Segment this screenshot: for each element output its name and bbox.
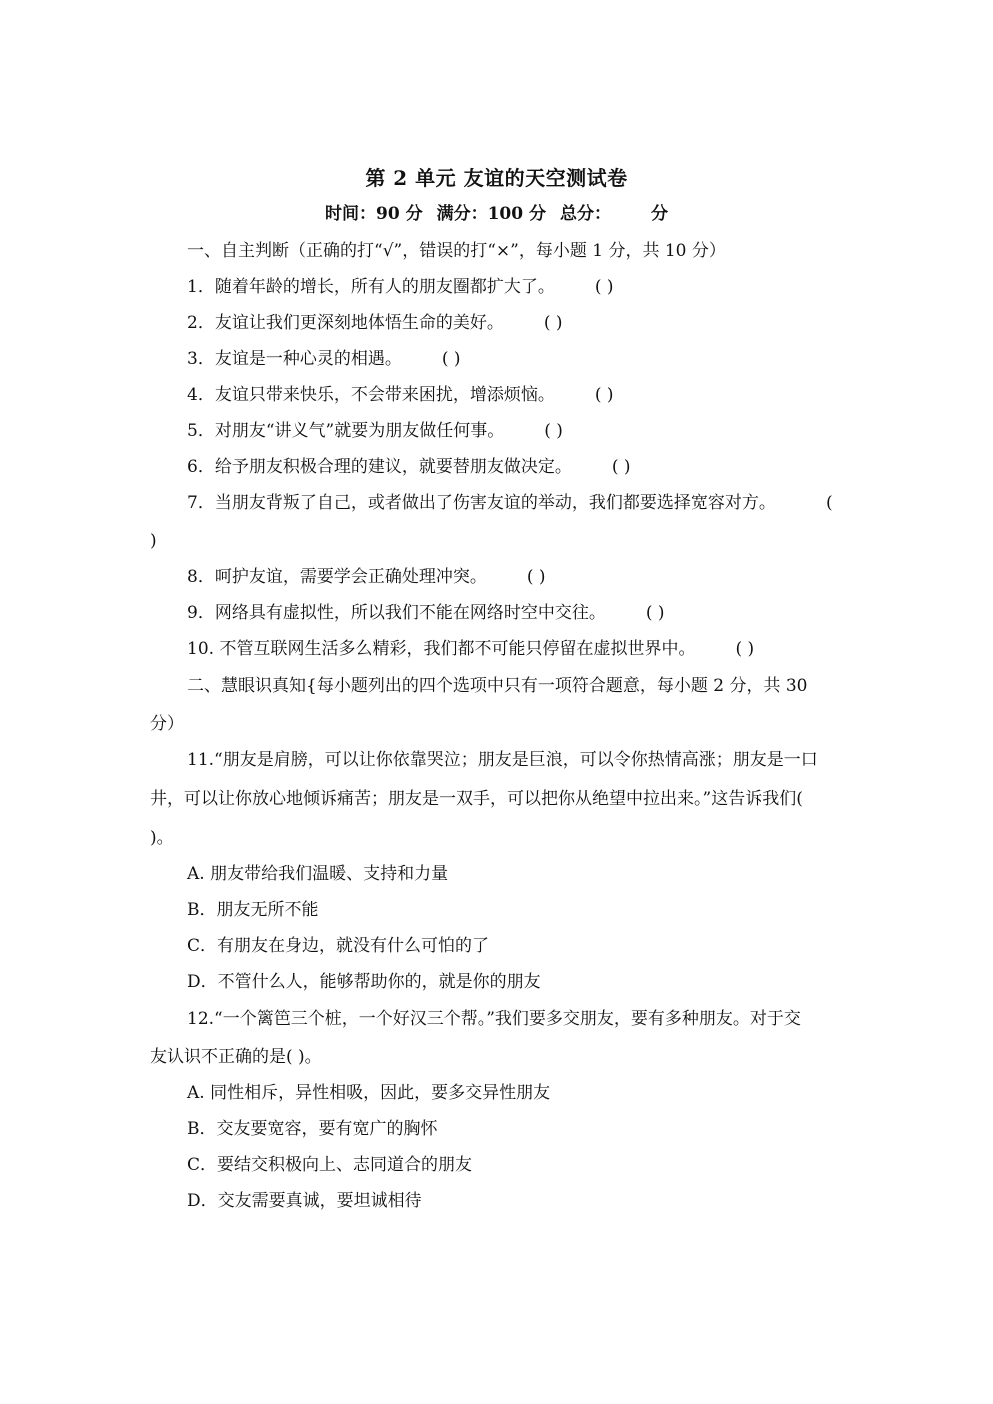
q12-option-a[interactable]: A. 同性相斥，异性相吸，因此，要多交异性朋友: [187, 1083, 551, 1103]
answer-blank[interactable]: ( ): [645, 603, 665, 623]
judge-item-text: 1．随着年龄的增长，所有人的朋友圈都扩大了。: [187, 277, 555, 297]
judge-item-text: 4．友谊只带来快乐，不会带来困扰，增添烦恼。: [187, 385, 555, 405]
exam-info: [0, 200, 993, 228]
q12-option-c[interactable]: C．要结交积极向上、志同道合的朋友: [187, 1155, 473, 1175]
q11-option-c[interactable]: C．有朋友在身边，就没有什么可怕的了: [187, 936, 490, 956]
section2-heading-cont: 分）: [150, 714, 184, 734]
answer-blank[interactable]: ( ): [594, 277, 614, 297]
section2-heading: 二、慧眼识真知{每小题列出的四个选项中只有一项符合题意，每小题 2 分，共 30: [187, 676, 808, 696]
judge-item-10: [187, 635, 754, 663]
judge-item-9: [187, 599, 665, 627]
answer-blank[interactable]: ( ): [441, 349, 461, 369]
full-score-label: 满分：100 分: [436, 204, 546, 224]
judge-item-text: 8．呵护友谊，需要学会正确处理冲突。: [187, 567, 487, 587]
q11-stem-line2: 井，可以让你放心地倾诉痛苦；朋友是一双手，可以把你从绝望中拉出来。”这告诉我们(: [150, 789, 803, 809]
judge-item-6: [187, 453, 631, 481]
answer-blank[interactable]: ( ): [526, 567, 546, 587]
judge-item-text: 2．友谊让我们更深刻地体悟生命的美好。: [187, 313, 504, 333]
section1-heading: 一、自主判断（正确的打“√”，错误的打“×”，每小题 1 分，共 10 分）: [187, 241, 726, 261]
judge-item-2: [187, 309, 563, 337]
answer-blank-close[interactable]: ): [150, 531, 157, 551]
judge-item-text: 9．网络具有虚拟性，所以我们不能在网络时空中交往。: [187, 603, 606, 623]
q11-option-b[interactable]: B．朋友无所不能: [187, 900, 319, 920]
q12-stem-line2: 友认识不正确的是( )。: [150, 1047, 322, 1067]
answer-blank[interactable]: ( ): [735, 639, 755, 659]
judge-item-text: 7．当朋友背叛了自己，或者做出了伤害友谊的举动，我们都要选择宽容对方。: [187, 493, 776, 513]
judge-item-5: [187, 417, 563, 445]
judge-item-text: 5．对朋友“讲义气”就要为朋友做任何事。: [187, 421, 505, 441]
time-label: 时间：90 分: [325, 204, 423, 224]
answer-blank[interactable]: ( ): [544, 421, 563, 441]
judge-item-text: 6．给予朋友积极合理的建议，就要替朋友做决定。: [187, 457, 572, 477]
judge-item-text: 10. 不管互联网生活多么精彩，我们都不可能只停留在虚拟世界中。: [187, 639, 696, 659]
judge-item-4: [187, 381, 614, 409]
answer-blank[interactable]: ( ): [594, 385, 614, 405]
judge-item-1: [187, 273, 614, 301]
judge-item-7: [187, 489, 776, 517]
page-title: 第 2 单元 友谊的天空测试卷: [365, 166, 628, 190]
total-score-unit: 分: [650, 204, 668, 224]
judge-item-3: [187, 345, 461, 373]
q12-stem-line1: 12.“一个篱笆三个桩，一个好汉三个帮。”我们要多交朋友，要有多种朋友。对于交: [187, 1009, 801, 1029]
q11-stem-line3: )。: [150, 828, 174, 848]
answer-blank[interactable]: ( ): [611, 457, 631, 477]
judge-item-8: [187, 563, 546, 591]
q11-option-d[interactable]: D．不管什么人，能够帮助你的，就是你的朋友: [187, 972, 541, 992]
answer-blank[interactable]: ( ): [543, 313, 563, 333]
total-score-label: 总分：: [559, 204, 611, 224]
judge-item-text: 3．友谊是一种心灵的相遇。: [187, 349, 402, 369]
q11-option-a[interactable]: A. 朋友带给我们温暖、支持和力量: [187, 864, 449, 884]
answer-blank-open[interactable]: (: [826, 493, 833, 513]
q11-stem-line1: 11.“朋友是肩膀，可以让你依靠哭泣；朋友是巨浪，可以令你热情高涨；朋友是一口: [187, 750, 818, 770]
q12-option-b[interactable]: B．交友要宽容，要有宽广的胸怀: [187, 1119, 438, 1139]
q12-option-d[interactable]: D．交友需要真诚，要坦诚相待: [187, 1191, 422, 1211]
